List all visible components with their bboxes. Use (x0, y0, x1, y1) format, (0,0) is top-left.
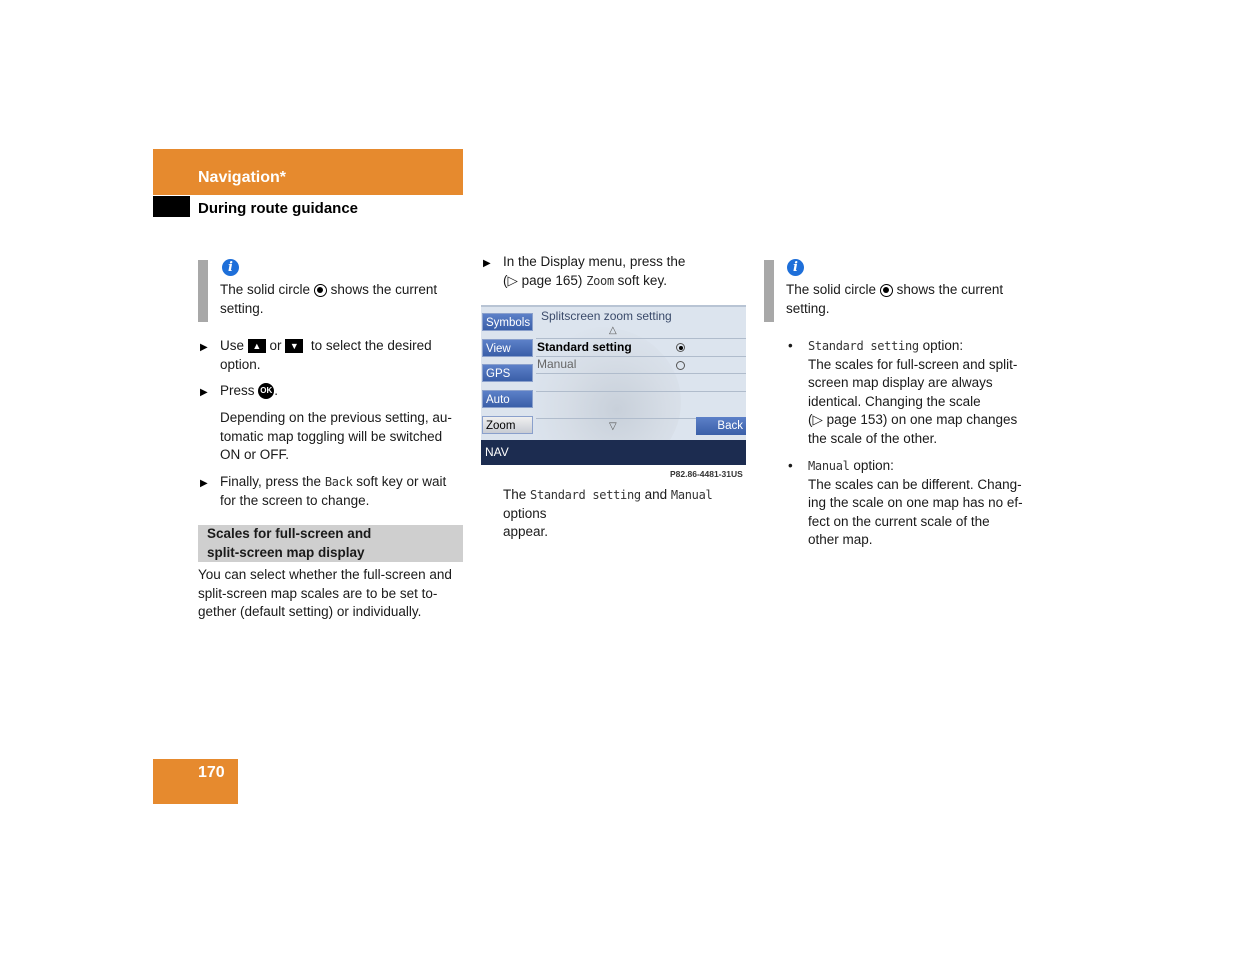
step-bullet-icon: ▶ (483, 258, 491, 269)
step-zoom (503, 253, 748, 290)
paragraph-text: options (503, 505, 547, 521)
info-text: The solid circle (220, 282, 311, 297)
manual-label: Manual (808, 459, 850, 473)
bullet-dot: • (788, 338, 793, 353)
down-arrow-key-icon: ▼ (285, 339, 303, 353)
info-text: The solid circle (786, 282, 877, 297)
info-icon: i (787, 259, 804, 276)
paragraph-line: Depending on the previous setting, au- (220, 410, 452, 425)
solid-circle-icon (880, 284, 893, 297)
options-appear-text (503, 486, 753, 542)
section-title: Navigation* (198, 169, 287, 186)
section-heading (198, 525, 463, 562)
step-bullet-icon: ▶ (200, 342, 208, 353)
info-icon: i (222, 259, 239, 276)
step-bullet-icon: ▶ (200, 478, 208, 489)
paragraph-line: split-screen map scales are to be set to- (198, 585, 438, 601)
zoom-key-label: Zoom (586, 273, 614, 288)
step-text: for the screen to change. (220, 492, 370, 508)
bullet-text: fect on the current scale of the (808, 513, 990, 529)
radio-standard-setting-icon[interactable] (676, 343, 685, 352)
softkey-auto[interactable]: Auto (482, 390, 533, 408)
back-key-label: Back (324, 475, 353, 489)
page-reference: (▷ page 165) (503, 272, 583, 288)
section-header (153, 149, 463, 195)
paragraph-text: The (503, 487, 527, 502)
bullet-text: option: (922, 338, 964, 353)
standard-setting-label: Standard setting (808, 339, 919, 353)
image-caption: P82.86-4481-31US (670, 469, 743, 479)
step-text: or (269, 338, 282, 353)
scroll-down-icon[interactable]: ▽ (609, 421, 617, 432)
step-back (220, 473, 465, 510)
bullet-text: screen map display are always (808, 375, 993, 391)
heading-line: Scales for full-screen and (207, 526, 372, 541)
divider (536, 373, 746, 374)
paragraph-line: gether (default setting) or individually. (198, 604, 422, 620)
bullet-text: the scale of the other. (808, 430, 938, 446)
bullet-text: The scales can be different. Chang- (808, 476, 1022, 492)
info-note (220, 281, 465, 318)
page-number: 170 (198, 764, 225, 781)
step-text: Press (220, 383, 255, 398)
divider (536, 391, 746, 392)
paragraph-line: tomatic map toggling will be switched (220, 428, 443, 444)
status-bar: NAV (481, 440, 746, 465)
softkey-back[interactable]: Back (696, 417, 746, 435)
softkey-gps[interactable]: GPS (482, 364, 533, 382)
softkey-symbols[interactable]: Symbols (482, 313, 533, 331)
info-bar (198, 260, 208, 322)
page-reference: (▷ page 153) on one map changes (808, 412, 1018, 428)
step-press-ok: Press OK . (220, 383, 279, 398)
radio-manual-icon[interactable] (676, 361, 685, 370)
paragraph-text: appear. (503, 524, 549, 540)
paragraph-line: ON or OFF. (220, 447, 290, 463)
option-standard-setting[interactable]: Standard setting (537, 340, 632, 354)
page-number-box (153, 759, 238, 804)
bullet-standard-setting (808, 337, 1038, 449)
screen-title: Splitscreen zoom setting (541, 309, 672, 323)
info-bar (764, 260, 774, 322)
bullet-text: The scales for full-screen and split- (808, 356, 1018, 372)
info-text: setting. (220, 300, 264, 316)
up-arrow-key-icon: ▲ (248, 339, 266, 353)
step-text: option. (220, 356, 261, 372)
splitscreen-zoom-screen (481, 305, 746, 465)
step-bullet-icon: ▶ (200, 387, 208, 398)
paragraph-line: You can select whether the full-screen and (198, 567, 452, 582)
toggle-paragraph (220, 409, 465, 465)
ok-button-icon: OK (258, 383, 274, 399)
option-manual[interactable]: Manual (537, 357, 577, 371)
info-text: setting. (786, 300, 830, 316)
solid-circle-icon (314, 284, 327, 297)
subsection-marker (153, 196, 190, 217)
standard-setting-label: Standard setting (530, 488, 641, 502)
step-text: In the Display menu, press the (503, 254, 686, 269)
scale-paragraph (198, 566, 468, 622)
info-text: shows the current (896, 282, 1004, 297)
info-text: shows the current (330, 282, 438, 297)
bullet-manual (808, 457, 1038, 550)
step-select-option (220, 337, 465, 374)
softkey-zoom[interactable]: Zoom (482, 416, 533, 434)
bullet-text: identical. Changing the scale (808, 393, 981, 409)
heading-line: split-screen map display (207, 545, 365, 560)
paragraph-text: and (644, 487, 668, 502)
bullet-dot: • (788, 458, 793, 473)
step-text: to select the desired (310, 338, 432, 353)
info-note (786, 281, 1031, 318)
subsection-title: During route guidance (198, 200, 359, 217)
bullet-text: option: (853, 458, 894, 473)
step-text: soft key or wait (356, 474, 447, 489)
scroll-up-icon[interactable]: △ (609, 325, 617, 336)
manual-label: Manual (670, 488, 713, 502)
divider (536, 338, 746, 339)
softkey-view[interactable]: View (482, 339, 533, 357)
bullet-text: ing the scale on one map has no ef- (808, 495, 1023, 511)
step-text: Finally, press the (220, 474, 322, 489)
step-text: soft key. (617, 272, 667, 288)
bullet-text: other map. (808, 532, 873, 548)
step-text: Use (220, 338, 245, 353)
